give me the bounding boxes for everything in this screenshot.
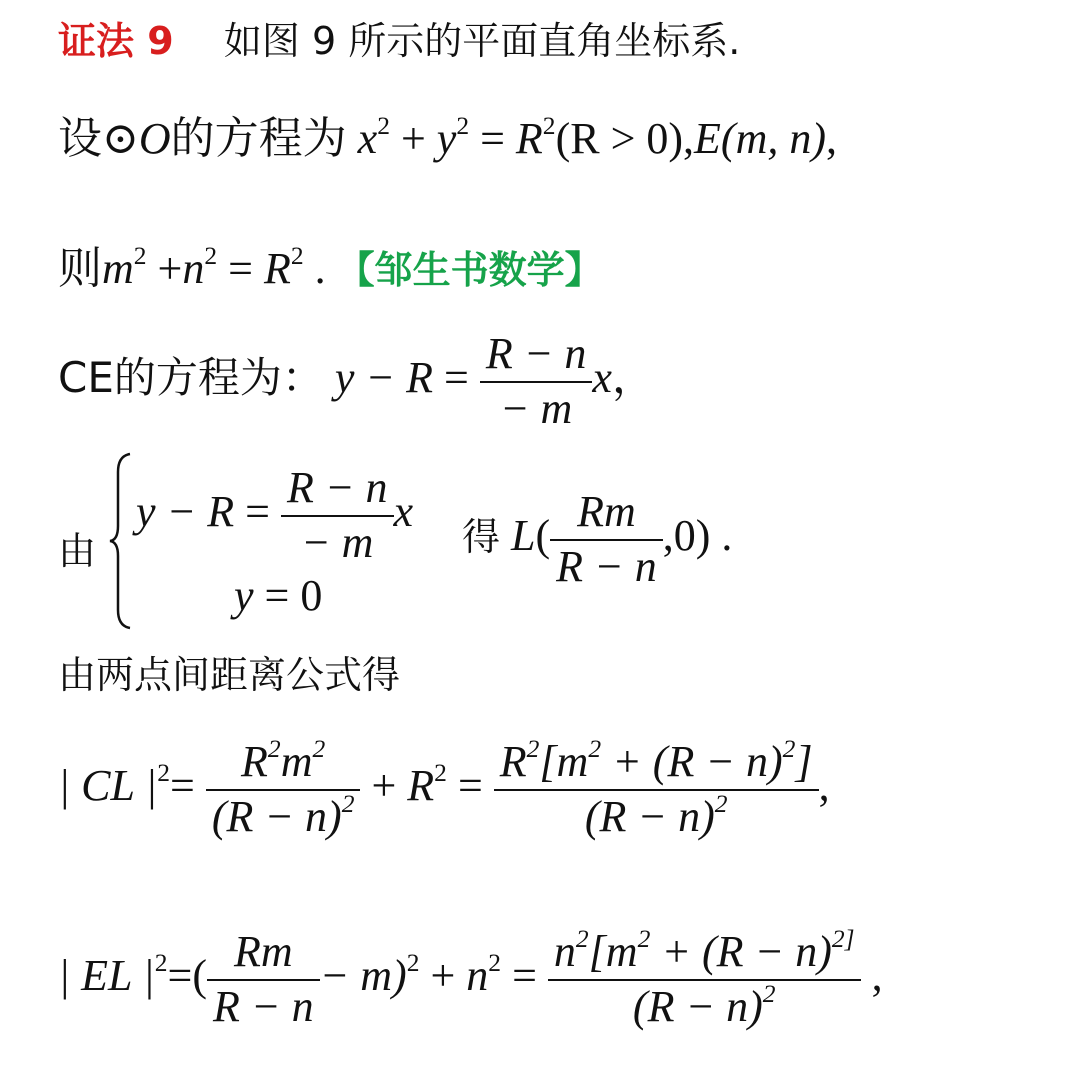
point-E-coords: (m, n): [720, 114, 827, 163]
brand-watermark: 【邹生书数学】: [336, 248, 603, 292]
el-fraction-2: $\frac{n^2[m^2 + (R - n)^{2]}}{(R - n)^2}$: [548, 926, 861, 1034]
ce-equation-line: CE的方程为： y − R = $\frac{R - n}{- m}$ x，: [58, 328, 656, 436]
circle-equation-line: 设⊙O的方程为 $x^2 + y^2 = R^2(R > 0),E(m$, n),: [58, 110, 838, 164]
left-brace: [108, 452, 132, 630]
circle-O-symbol: ⊙O: [102, 114, 171, 163]
word-she: 设: [58, 113, 102, 164]
ce-slope-fraction: $\frac{R - n}{- m}$: [480, 328, 593, 436]
point-L-result: 得 L( $\frac{Rm}{R - n}$ ,0) .: [462, 486, 732, 594]
word-you: 由: [58, 529, 97, 573]
proof-label: 证法 9: [58, 19, 174, 63]
abs-CL: | CL |: [58, 760, 158, 810]
system-eq1: y − R = $\frac{R - n}{- m}$ x: [136, 462, 413, 570]
mn-relation-line: 则$m^2 +n^2 = R^2$ . 【邹生书数学】: [58, 240, 603, 294]
system-eq2: y = 0: [234, 571, 323, 620]
word-equation-is: 的方程为: [170, 113, 347, 164]
system-slope-fraction: $\frac{R - n}{- m}$: [281, 462, 394, 570]
cl-fraction-2: $\frac{R^2[m^2 + (R - n)^2]}{(R - n)^2}$: [494, 736, 819, 844]
el-squared-line: | EL $|^2=$( $\frac{Rm}{R - n}$ − $m)^2 + n^2$ = $\frac{n^2[m^2 + (R - n)^{2]}}{(R - n)^2}$ ,: [58, 926, 883, 1034]
distance-intro: 由两点间距离公式得: [58, 653, 401, 697]
header-line: [58, 10, 740, 65]
intro-text: 如图 9 所示的平面直角坐标系.: [223, 19, 741, 63]
abs-EL: | EL |: [58, 950, 155, 1000]
cl-squared-line: | CL $|^2=$ $\frac{R^2m^2}{(R - n)^2}$ + $R^2$ = $\frac{R^2[m^2 + (R - n)^2]}{(R - n)^2}$ ,: [58, 736, 830, 844]
L-x-fraction: $\frac{Rm}{R - n}$: [550, 486, 663, 594]
r-positive-condition: (R > 0): [555, 114, 684, 163]
el-fraction-1: $\frac{Rm}{R - n}$: [207, 926, 320, 1034]
ce-equation-label: CE的方程为：: [58, 352, 324, 402]
cl-fraction-1: $\frac{R^2m^2}{(R - n)^2}$: [206, 736, 361, 844]
